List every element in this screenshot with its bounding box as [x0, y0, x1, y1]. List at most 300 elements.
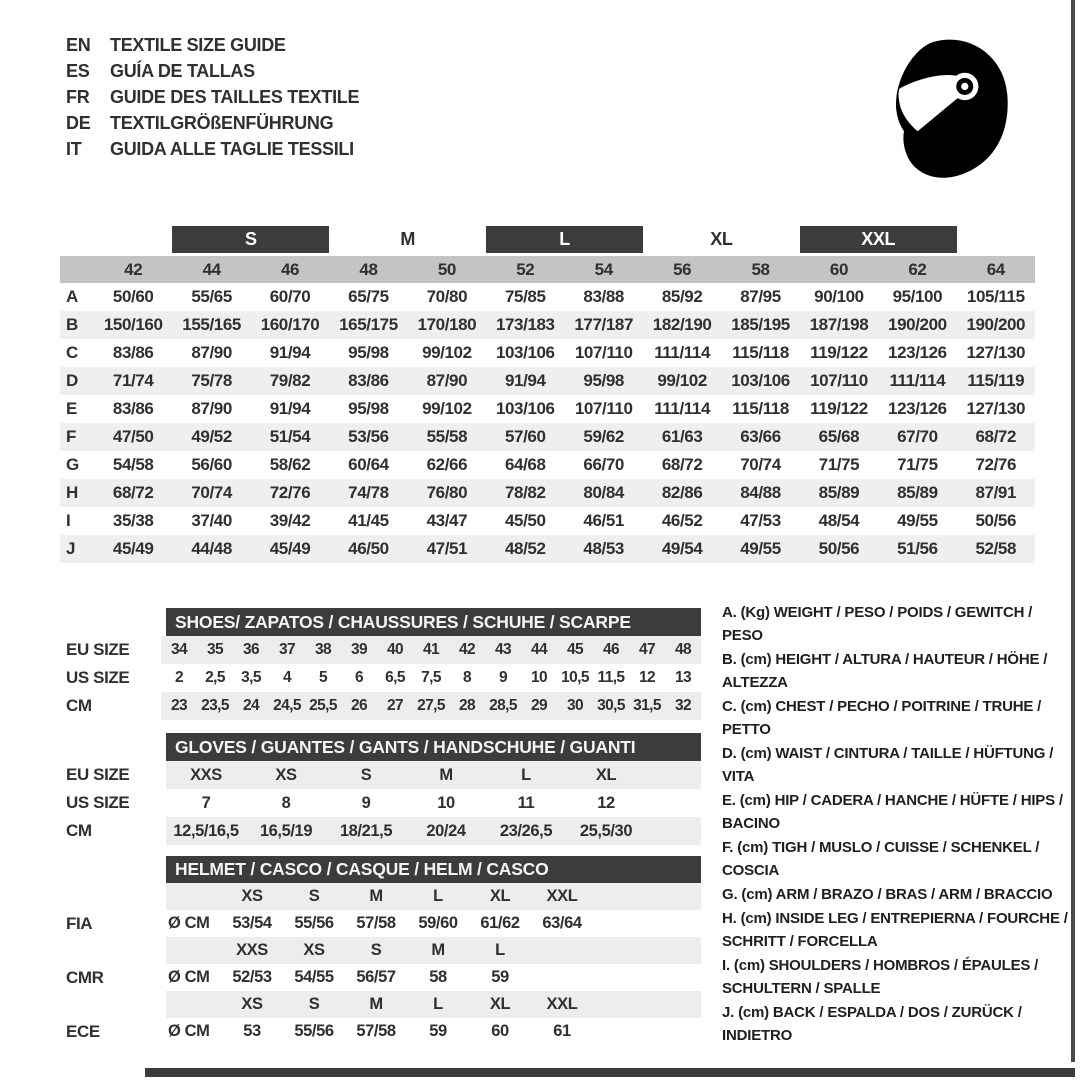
- measurement-value: 65/68: [818, 427, 860, 446]
- spacer: [60, 883, 166, 910]
- helmet-size-label: XS: [303, 941, 325, 959]
- guide-title: GUIDE DES TAILLES TEXTILE: [110, 87, 360, 107]
- gloves-value: 9: [361, 793, 371, 812]
- measurement-value: 49/52: [191, 427, 232, 446]
- measurement-value: 75/85: [505, 287, 546, 306]
- shoes-row: [60, 664, 701, 692]
- measurement-value: 67/70: [897, 427, 938, 446]
- gloves-title: GLOVES / GUANTES / GANTS / HANDSCHUHE / GUANTI: [166, 733, 701, 761]
- helmet-value: 63/64: [542, 914, 582, 932]
- helmet-size-row: [60, 883, 701, 910]
- helmet-size-label: M: [369, 887, 383, 905]
- measurement-value: 190/200: [966, 315, 1026, 334]
- measurement-value: 57/60: [505, 427, 546, 446]
- shoes-title-bar: [60, 608, 701, 636]
- guide-title: TEXTILGRÖßENFÜHRUNG: [110, 113, 334, 133]
- shoes-value: 13: [674, 669, 692, 686]
- measurement-value: 55/65: [191, 287, 232, 306]
- measurement-value: 78/82: [505, 483, 546, 502]
- helmet-size-label: XXL: [546, 887, 578, 905]
- measurement-value: 87/90: [426, 371, 468, 390]
- measurement-value: 95/98: [348, 343, 389, 362]
- gloves-row: [60, 817, 701, 845]
- measurement-value: 91/94: [269, 399, 311, 418]
- corner-cell: [60, 256, 94, 283]
- helmet-value: 59: [491, 968, 509, 986]
- shoes-value: 39: [350, 641, 368, 658]
- measurement-value: 119/122: [810, 399, 868, 418]
- gloves-value: 23/26,5: [499, 821, 553, 840]
- measurement-value: 95/98: [583, 371, 624, 390]
- helmet-value: 58: [429, 968, 447, 986]
- helmet-size-label: XS: [241, 995, 263, 1013]
- helmet-values: [166, 1018, 701, 1045]
- measurement-row-g: [60, 451, 1035, 479]
- measurement-value: 45/50: [505, 511, 546, 530]
- racing-helmet-icon: [876, 34, 1014, 186]
- gloves-row-label: US SIZE: [66, 793, 130, 812]
- measurement-value: 52/58: [975, 539, 1017, 558]
- measurement-value: 50/60: [112, 287, 154, 306]
- measurement-value: 59/62: [583, 427, 624, 446]
- language-line: [66, 32, 359, 58]
- measurement-value: 47/50: [112, 427, 154, 446]
- guide-title: GUÍA DE TALLAS: [110, 61, 255, 81]
- measurement-value: 51/56: [897, 539, 938, 558]
- measurement-value: 70/74: [740, 455, 781, 474]
- measurement-value: 185/195: [731, 315, 790, 334]
- legend-item: J. (cm) BACK / ESPALDA / DOS / ZURÜCK / INDIETRO: [722, 1004, 1022, 1044]
- shoes-value: 2,5: [205, 669, 225, 686]
- gloves-value: M: [439, 765, 453, 784]
- helmet-size-label: S: [370, 941, 382, 959]
- measurement-value: 47/51: [426, 539, 468, 558]
- measurement-value: 49/55: [897, 511, 938, 530]
- legend-item: F. (cm) TIGH / MUSLO / CUISSE / SCHENKEL / COSCIA: [722, 839, 1040, 879]
- measurement-row-i: [60, 507, 1035, 535]
- row-letter: E: [66, 399, 77, 418]
- helmet-standard-fia: FIA: [66, 913, 93, 933]
- gloves-value: XS: [275, 765, 297, 784]
- measurement-value: 50/56: [818, 539, 860, 558]
- gloves-value: 10: [437, 793, 455, 812]
- size-number: 60: [829, 259, 848, 279]
- measurement-value: 103/106: [731, 371, 790, 390]
- shoes-value: 23,5: [201, 697, 229, 714]
- shoes-value: 34: [170, 641, 188, 658]
- measurement-value: 115/118: [732, 399, 789, 418]
- helmet-value: 56/57: [356, 968, 396, 986]
- gloves-values: [166, 789, 701, 817]
- diameter-unit-label: Ø CM: [168, 968, 210, 986]
- shoes-value: 28: [458, 697, 476, 714]
- shoes-value: 28,5: [489, 697, 517, 714]
- measurement-value: 85/89: [897, 483, 938, 502]
- measurement-value: 90/100: [814, 287, 864, 306]
- shoes-value: 5: [318, 669, 328, 686]
- gloves-value: 11: [517, 793, 535, 812]
- helmet-values: [166, 964, 701, 991]
- shoes-value: 47: [638, 641, 656, 658]
- measurement-value: 74/78: [348, 483, 389, 502]
- diameter-unit-label: Ø CM: [168, 914, 210, 932]
- size-number: 52: [516, 259, 535, 279]
- measurement-row-a: [60, 283, 1035, 311]
- size-number: 54: [594, 259, 613, 279]
- measurement-value: 95/98: [348, 399, 389, 418]
- gloves-value: L: [521, 765, 531, 784]
- size-number: 50: [437, 259, 456, 279]
- measurement-value: 49/55: [740, 539, 781, 558]
- shoes-value: 41: [422, 641, 440, 658]
- language-code: ES: [66, 61, 90, 81]
- measurement-value: 50/56: [975, 511, 1017, 530]
- measurement-value: 83/86: [112, 399, 154, 418]
- measurement-value: 47/53: [740, 511, 781, 530]
- size-band-row: [60, 226, 1035, 256]
- shoes-value: 4: [282, 669, 292, 686]
- shoes-value: 38: [314, 641, 332, 658]
- helmet-size-label: XXL: [546, 995, 578, 1013]
- shoes-row-label: EU SIZE: [66, 640, 130, 659]
- shoes-value: 2: [174, 669, 184, 686]
- language-code: FR: [66, 87, 90, 107]
- helmet-value-row: [60, 1018, 701, 1045]
- measurement-value: 115/118: [732, 343, 789, 362]
- helmet-value: 61: [553, 1022, 571, 1040]
- measurement-value: 71/75: [897, 455, 938, 474]
- helmet-value: 57/58: [356, 914, 396, 932]
- measurement-value: 46/50: [348, 539, 389, 558]
- measurement-value: 41/45: [348, 511, 389, 530]
- helmet-title-bar: [60, 856, 701, 883]
- measurement-value: 68/72: [661, 455, 703, 474]
- legend-item: E. (cm) HIP / CADERA / HANCHE / HÜFTE / HIPS / BACINO: [722, 792, 1063, 832]
- size-number: 46: [280, 259, 300, 279]
- legend-item: I. (cm) SHOULDERS / HOMBROS / ÉPAULES / SCHULTERN / SPALLE: [722, 957, 1039, 997]
- measurement-value: 123/126: [888, 399, 947, 418]
- measurement-value: 85/89: [818, 483, 860, 502]
- helmet-value: 53: [243, 1022, 261, 1040]
- measurement-value: 111/114: [654, 399, 711, 418]
- helmet-size-label: M: [369, 995, 383, 1013]
- legend-item: D. (cm) WAIST / CINTURA / TAILLE / HÜFTUNG / VITA: [722, 745, 1054, 785]
- shoes-value: 29: [530, 697, 548, 714]
- measurement-value: 127/130: [966, 343, 1026, 362]
- helmet-size-label: XS: [241, 887, 263, 905]
- helmet-value: 55/56: [294, 914, 334, 932]
- spacer: [60, 991, 166, 1018]
- shoes-value: 40: [386, 641, 404, 658]
- page-border-bottom: [145, 1068, 1075, 1077]
- helmet-value-row: [60, 910, 701, 937]
- shoes-value: 36: [242, 641, 260, 658]
- row-letter: C: [66, 343, 78, 362]
- size-number: 42: [124, 259, 143, 279]
- measurement-value: 187/198: [809, 315, 869, 334]
- helmet-size-label: XL: [489, 995, 511, 1013]
- gloves-row: [60, 761, 701, 789]
- measurement-value: 111/114: [889, 371, 946, 390]
- measurement-value: 60/64: [348, 455, 389, 474]
- size-number: 44: [202, 259, 221, 279]
- helmet-value: 55/56: [294, 1022, 334, 1040]
- guide-title: TEXTILE SIZE GUIDE: [110, 35, 286, 55]
- shoes-value: 11,5: [597, 669, 625, 686]
- gloves-value: 7: [201, 793, 211, 812]
- spacer: [60, 937, 166, 964]
- measurement-value: 150/160: [103, 315, 163, 334]
- shoes-values: [161, 664, 701, 692]
- helmet-value: 60: [491, 1022, 509, 1040]
- language-line: [66, 58, 359, 84]
- measurement-value: 75/78: [191, 371, 232, 390]
- shoes-row-label: CM: [66, 696, 92, 715]
- helmet-standard-cmr: CMR: [66, 967, 104, 987]
- measurement-value: 48/52: [505, 539, 546, 558]
- size-number-row: [60, 256, 1035, 283]
- shoes-row-label: US SIZE: [66, 668, 130, 687]
- gloves-values: [166, 817, 701, 845]
- helmet-value: 54/55: [294, 968, 334, 986]
- shoes-value: 44: [530, 641, 548, 658]
- helmet-size-label: S: [308, 995, 320, 1013]
- gloves-value: 12: [597, 793, 615, 812]
- measurement-value: 85/92: [661, 287, 703, 306]
- measurement-value: 87/95: [740, 287, 781, 306]
- helmet-values: [166, 910, 701, 937]
- measurement-value: 45/49: [112, 539, 154, 558]
- measurement-value: 61/63: [661, 427, 703, 446]
- shoes-value: 27: [386, 697, 404, 714]
- gloves-size-table: [60, 733, 701, 845]
- shoes-value: 25,5: [309, 697, 337, 714]
- shoes-value: 9: [498, 669, 508, 686]
- measurement-rows: [60, 283, 1035, 563]
- gloves-value: 16,5/19: [259, 821, 313, 840]
- shoes-values: [161, 692, 701, 720]
- measurement-value: 46/52: [661, 511, 703, 530]
- measurement-value: 107/110: [574, 343, 633, 362]
- measurement-value: 46/51: [583, 511, 624, 530]
- measurement-value: 48/53: [583, 539, 624, 558]
- measurement-value: 155/165: [182, 315, 241, 334]
- shoes-value: 8: [462, 669, 472, 686]
- measurement-value: 65/75: [348, 287, 389, 306]
- legend-item: B. (cm) HEIGHT / ALTURA / HAUTEUR / HÖHE / ALTEZZA: [722, 651, 1048, 691]
- measurement-value: 83/88: [583, 287, 624, 306]
- shoes-value: 42: [458, 641, 476, 658]
- row-letter: J: [66, 539, 76, 558]
- helmet-size-row: [60, 991, 701, 1018]
- gloves-value: 18/21,5: [339, 821, 393, 840]
- shoes-value: 35: [206, 641, 224, 658]
- measurement-value: 54/58: [112, 455, 154, 474]
- helmet-size-label: L: [433, 887, 443, 905]
- helmet-size-label: XL: [489, 887, 511, 905]
- measurement-value: 64/68: [505, 455, 546, 474]
- measurement-value: 84/88: [740, 483, 781, 502]
- measurement-row-b: [60, 311, 1035, 339]
- measurement-value: 160/170: [260, 315, 320, 334]
- size-band-l: L: [486, 226, 643, 253]
- shoes-size-table: [60, 608, 701, 720]
- helmet-size-label: M: [431, 941, 445, 959]
- measurement-value: 79/82: [269, 371, 311, 390]
- measurement-value: 182/190: [652, 315, 712, 334]
- row-letter: B: [66, 315, 78, 334]
- size-number: 48: [359, 259, 378, 279]
- measurement-value: 43/47: [426, 511, 468, 530]
- measurement-row-c: [60, 339, 1035, 367]
- helmet-size-table: [60, 856, 701, 1045]
- helmet-sizes: [166, 883, 701, 910]
- helmet-title: HELMET / CASCO / CASQUE / HELM / CASCO: [166, 856, 701, 883]
- measurement-value: 165/175: [339, 315, 398, 334]
- shoes-value: 12: [638, 669, 656, 686]
- size-band-xl: XL: [710, 229, 733, 249]
- shoes-value: 24,5: [273, 697, 301, 714]
- measurement-value: 173/183: [495, 315, 555, 334]
- gloves-value: XL: [595, 765, 617, 784]
- language-line: [66, 136, 359, 162]
- language-line: [66, 84, 359, 110]
- language-code: DE: [66, 113, 91, 133]
- measurement-value: 83/86: [348, 371, 389, 390]
- shoes-row: [60, 636, 701, 664]
- measurement-value: 82/86: [661, 483, 703, 502]
- size-number: 58: [751, 259, 770, 279]
- gloves-row: [60, 789, 701, 817]
- measurement-row-j: [60, 535, 1035, 563]
- measurement-value: 87/90: [191, 343, 232, 362]
- measurement-value: 103/106: [495, 343, 555, 362]
- gloves-row-label: EU SIZE: [66, 765, 130, 784]
- shoes-value: 6: [354, 669, 364, 686]
- language-line: [66, 110, 359, 136]
- measurement-value: 55/58: [426, 427, 468, 446]
- shoes-values: [161, 636, 701, 664]
- measurement-value: 123/126: [888, 343, 947, 362]
- helmet-size-row: [60, 937, 701, 964]
- measurement-value: 99/102: [657, 371, 707, 390]
- helmet-value: 59: [429, 1022, 447, 1040]
- size-band-xxl: XXL: [800, 226, 957, 253]
- helmet-standard-ece: ECE: [66, 1021, 100, 1041]
- measurement-value: 99/102: [422, 343, 472, 362]
- shoes-title: SHOES/ ZAPATOS / CHAUSSURES / SCHUHE / SCARPE: [166, 608, 701, 636]
- shoes-value: 48: [674, 641, 692, 658]
- helmet-size-label: L: [433, 995, 443, 1013]
- shoes-value: 43: [494, 641, 512, 658]
- legend-item: A. (Kg) WEIGHT / PESO / POIDS / GEWITCH / PESO: [722, 604, 1033, 644]
- gloves-value: S: [360, 765, 372, 784]
- gloves-row-label: CM: [66, 821, 92, 840]
- shoes-row: [60, 692, 701, 720]
- measurement-value: 35/38: [112, 511, 154, 530]
- shoes-value: 23: [170, 697, 188, 714]
- gloves-value: 12,5/16,5: [173, 821, 239, 840]
- row-letter: G: [66, 455, 79, 474]
- shoes-value: 30: [566, 697, 584, 714]
- row-letter: A: [66, 287, 78, 306]
- measurement-value: 103/106: [495, 399, 555, 418]
- gloves-title-bar: [60, 733, 701, 761]
- helmet-value: 61/62: [480, 914, 520, 932]
- row-letter: F: [66, 427, 76, 446]
- helmet-value: 57/58: [356, 1022, 396, 1040]
- size-number: 56: [673, 259, 692, 279]
- guide-title: GUIDA ALLE TAGLIE TESSILI: [110, 139, 354, 159]
- legend-item: G. (cm) ARM / BRAZO / BRAS / ARM / BRACCIO: [722, 886, 1053, 903]
- measurement-value: 170/180: [417, 315, 477, 334]
- measurement-row-h: [60, 479, 1035, 507]
- shoes-value: 32: [674, 697, 692, 714]
- measurement-value: 53/56: [348, 427, 389, 446]
- gloves-value: 25,5/30: [579, 821, 633, 840]
- size-band-m: M: [400, 229, 415, 249]
- shoes-value: 37: [278, 641, 296, 658]
- shoes-value: 30,5: [597, 697, 625, 714]
- shoes-value: 45: [566, 641, 584, 658]
- shoes-value: 31,5: [633, 697, 661, 714]
- measurement-value: 107/110: [810, 371, 868, 390]
- measurement-value: 72/76: [975, 455, 1017, 474]
- language-code: EN: [66, 35, 91, 55]
- shoes-value: 6,5: [385, 669, 405, 686]
- size-number: 62: [908, 259, 927, 279]
- measurement-value: 63/66: [740, 427, 781, 446]
- language-title-list: [66, 32, 359, 162]
- shoes-value: 7,5: [421, 669, 441, 686]
- measurement-value: 190/200: [888, 315, 947, 334]
- measurement-value: 72/76: [269, 483, 311, 502]
- legend-item: C. (cm) CHEST / PECHO / POITRINE / TRUHE / PETTO: [722, 698, 1042, 738]
- helmet-size-label: S: [308, 887, 320, 905]
- measurement-value: 80/84: [583, 483, 624, 502]
- measurement-row-d: [60, 367, 1035, 395]
- measurement-value: 95/100: [892, 287, 943, 306]
- measurement-value: 127/130: [966, 399, 1026, 418]
- size-number: 64: [986, 259, 1005, 279]
- measurement-value: 177/187: [574, 315, 634, 334]
- measurement-value: 107/110: [574, 399, 633, 418]
- helmet-value: 52/53: [232, 968, 272, 986]
- measurement-value: 70/74: [191, 483, 232, 502]
- size-band-s: S: [172, 226, 329, 253]
- gloves-value: XXS: [190, 765, 222, 784]
- page-border-right: [1071, 0, 1075, 1062]
- measurement-value: 51/54: [269, 427, 311, 446]
- helmet-value-row: [60, 964, 701, 991]
- measurement-value: 105/115: [966, 287, 1025, 306]
- measurement-value: 119/122: [810, 343, 868, 362]
- measurement-value: 115/119: [967, 371, 1025, 390]
- garment-size-table: [60, 226, 1035, 563]
- row-letter: H: [66, 483, 78, 502]
- language-code: IT: [66, 139, 82, 159]
- measurement-value: 37/40: [191, 511, 232, 530]
- helmet-sizes: [166, 937, 701, 964]
- measurement-row-e: [60, 395, 1035, 423]
- measurement-value: 62/66: [426, 455, 468, 474]
- measurement-value: 68/72: [112, 483, 154, 502]
- measurement-value: 111/114: [654, 343, 711, 362]
- measurement-value: 91/94: [505, 371, 546, 390]
- measurement-value: 39/42: [269, 511, 311, 530]
- measurement-value: 87/91: [975, 483, 1017, 502]
- helmet-size-label: XXS: [236, 941, 268, 959]
